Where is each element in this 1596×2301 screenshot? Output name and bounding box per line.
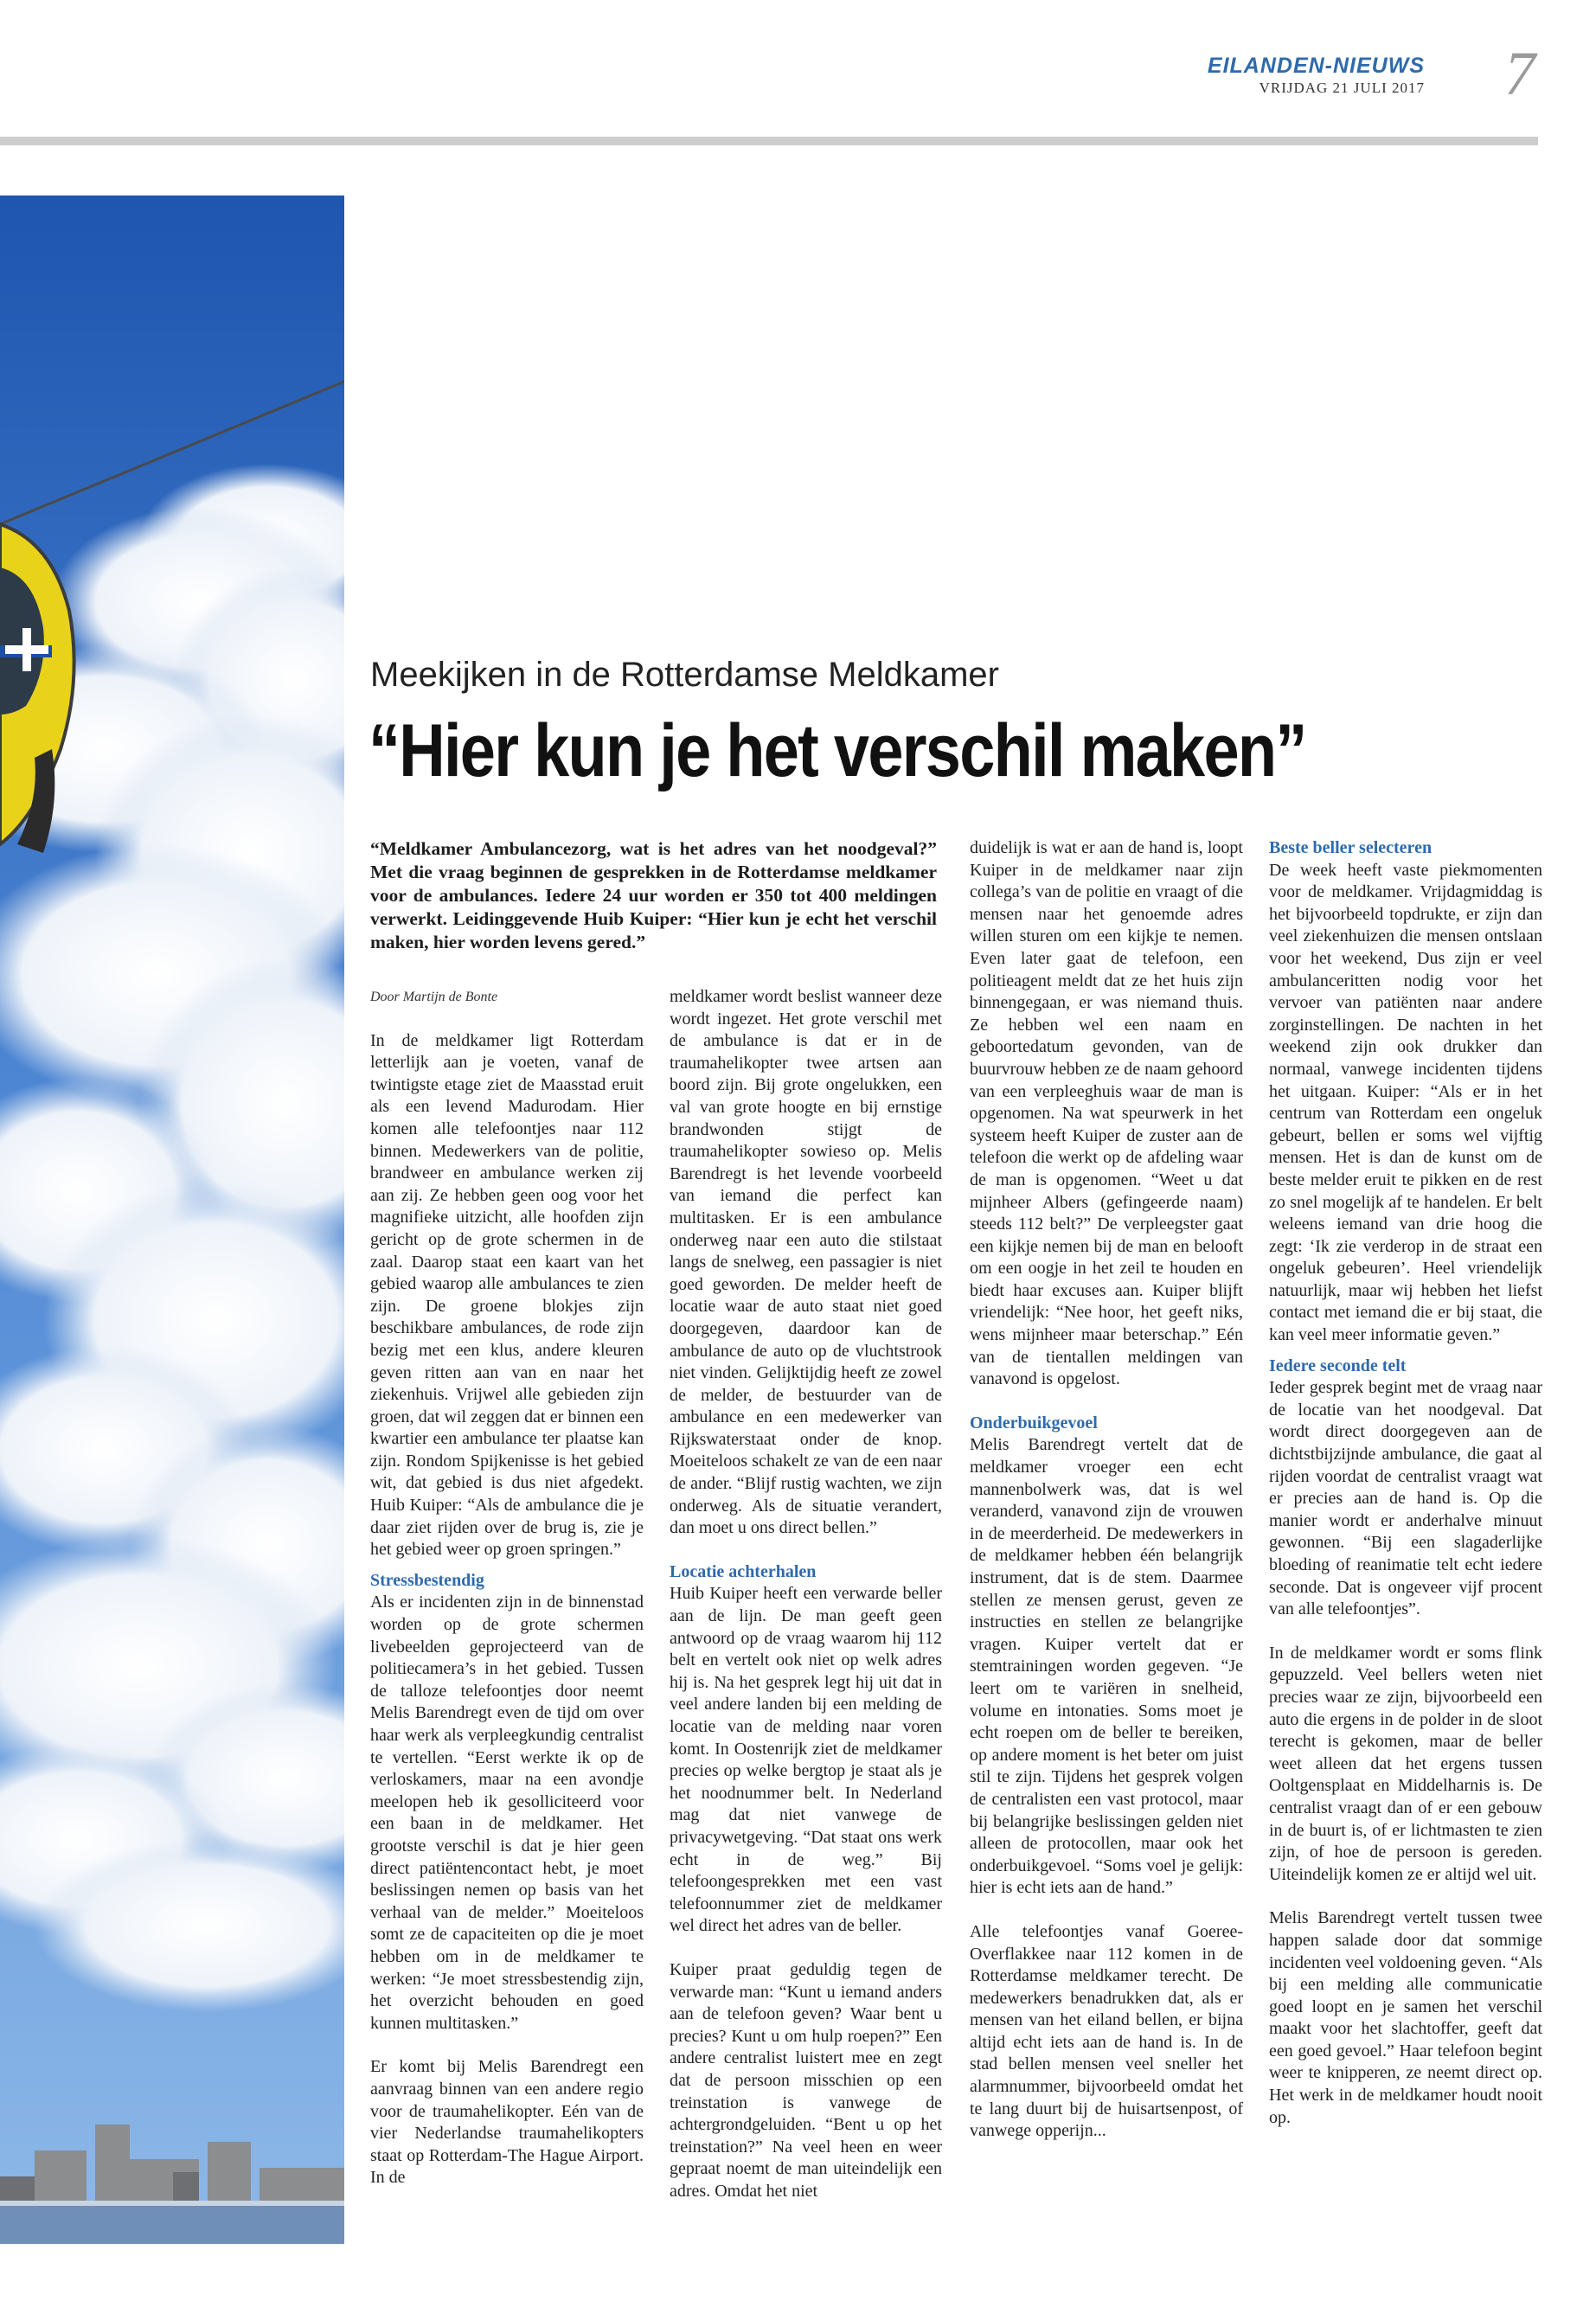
masthead [1208, 54, 1425, 99]
paragraph: In de meldkamer ligt Rotterdam letterlijk aan je voeten, vanaf de twintigste etage ziet de Maasstad eruit als een levend Madurodam. Hier komen alle telefoontjes naar 112 binnen. Medewerkers van de politie, brandweer en ambulance werken zij aan zij. Ze hebben geen oog voor het magnifieke uitzicht, alle hoofden zijn gericht op de grote schermen in de zaal. Daarop staat een kaart van het gebied waarop alle ambulances te zien zijn. De groene blokjes zijn beschikbare ambulances, de rode zijn bezig met een klus, andere kleuren geven ritten aan van en naar het ziekenhuis. Vrijwel alle gebieden zijn groen, dat wil zeggen dat er binnen een kwartier een ambulance ter plaatse kan zijn. Rondom Spijkenisse is het gebied wit, dat gebied is dus niet afgedekt. Huib Kuiper: “Als de ambulance die je daar ziet rijden over de brug is, zie je het gebied weer op groen springen.” [370, 1030, 644, 1560]
newspaper-brand: EILANDEN-NIEUWS [1207, 54, 1425, 78]
subheading: Onderbuikgevoel [970, 1413, 1098, 1433]
subheading: Stressbestendig [370, 1570, 484, 1590]
article-column-3 [970, 837, 1243, 2143]
header-divider [0, 137, 1538, 145]
subheading: Beste beller selecteren [1269, 838, 1433, 857]
issue-date: VRIJDAG 21 JULI 2017 [1259, 80, 1425, 96]
paragraph: Melis Barendregt vertelt tussen twee happen salade door dat sommige incidenten veel voldoening geven. “Als bij een melding alle communicatie goed loopt en je samen het verschil maakt voor het slachtoffer, geeft dat een goed gevoel.” Haar telefoon begint weer te knipperen, ze neemt direct op. Het werk in de meldkamer houdt nooit op. [1269, 1908, 1543, 2127]
paragraph: Alle telefoontjes vanaf Goeree-Overflakkee naar 112 komen in de Rotterdamse meldkamer terecht. De medewerkers benadrukken dat, als er mensen van het eiland bellen, er bijna altijd echt iets aan de hand is. In de stad bellen mensen veel sneller het alarmnummer, bijvoorbeeld omdat het te lang duurt bij de huisartsenpost, of vanwege opperijn... [970, 1921, 1243, 2141]
paragraph: Huib Kuiper heeft een verwarde beller aan de lijn. De man geeft geen antwoord op de vraag waarom hij 112 belt en vertelt ook niet op welk adres hij is. Na het gesprek legt hij uit dat in veel andere landen bij een melding de locatie van de melding naar voren komt. In Oostenrijk ziet de meldkamer precies op welke bergtop je staat als je het noodnummer belt. In Nederland mag dat niet vanwege de privacywetgeving. “Dat staat ons werk echt in de weg.” Bij telefoongesprekken met een vast telefoonnummer ziet de meldkamer wel direct het adres van de beller. [670, 1584, 942, 1936]
paragraph: Kuiper praat geduldig tegen de verwarde man: “Kunt u iemand anders aan de telefoon geven? Waar bent u precies? Kunt u om hulp roepen?” Een andere centralist luistert mee en zegt dat de persoon misschien op een treinstation is vanwege de achtergrondgeluiden. “Bent u op het treinstation?” Na veel heen en weer gepraat noemt de man uiteindelijk een adres. Omdat het niet [670, 1959, 942, 2201]
article-column-4 [1269, 837, 1542, 2129]
ambulance-helicopter-photo [0, 195, 344, 2244]
article-byline: Door Martijn de Bonte [370, 990, 498, 1004]
paragraph: De week heeft vaste piekmomenten voor de meldkamer. Vrijdagmiddag is het bijvoorbeeld topdrukte, er zijn dan veel ziekenhuizen die mensen ontslaan voor het weekend, Dus zijn er veel ambulanceritten nodig voor het vervoer van patiënten naar andere zorginstellingen. De nachten in het weekend zijn ook drukker dan normaal, vanwege incidenten tijdens het uitgaan. Kuiper: “Als er in het centrum van Rotterdam een ongeluk gebeurt, bellen er soms wel vijftig mensen. Het is dan de kunst om de beste melder eruit te pikken en de rest zo snel mogelijk af te handelen. Er belt weleens iemand van drie hoog die zegt: ‘Ik zie verderop in de straat een ongeluk gebeuren’. Heel vriendelijk natuurlijk, maar wij hebben het liefst contact met iemand die er bij staat, die kan veel meer informatie geven.” [1269, 860, 1542, 1345]
article-column-2 [670, 986, 942, 2202]
article-lead: “Meldkamer Ambulancezorg, wat is het adres van het noodgeval?” Met die vraag beginnen de gesprekken in de Rotterdamse meldkamer voor de ambulances. Iedere 24 uur worden er 350 tot 400 meldingen verwerkt. Leidinggevende Huib Kuiper: “Hier kun je echt het verschil maken, hier worden levens gered.” [370, 838, 937, 952]
article-headline: “Hier kun je het verschil maken” [369, 709, 1306, 792]
paragraph: meldkamer wordt beslist wanneer deze wordt ingezet. Het grote verschil met de ambulance is dat er in de traumahelikopter twee artsen aan boord zijn. Bij grote ongelukken, een val van grote hoogte en bij ernstige brandwonden stijgt de traumahelikopter sowieso op. Melis Barendregt is het levende voorbeeld van iemand die perfect kan multitasken. Er is een ambulance onderweg naar een auto die stilstaat langs de snelweg, een passagier is niet goed geworden. De melder heeft de locatie waar de auto staat niet goed doorgegeven, daardoor kan de ambulance de auto op de vluchtstrook niet vinden. Gelijktijdig heeft ze zowel de melder, de bestuurder van de ambulance en een medewerker van Rijkswaterstaat onder de knop. Moeiteloos schakelt ze van de een naar de ander. “Blijf rustig wachten, we zijn onderweg. Als de situatie verandert, dan moet u ons direct bellen.” [670, 987, 942, 1538]
paragraph: Als er incidenten zijn in de binnenstad worden op de grote schermen livebeelden geprojecteerd van de politiecamera’s in het gebied. Tussen de talloze telefoontjes door neemt Melis Barendregt even de tijd om over haar werk als verpleegkundig centralist te vertellen. “Eerst werkte ik op de verloskamers, maar na een avondje meelopen heb ik gesolliciteerd voor een baan in de meldkamer. Het grootste verschil is dat je hier geen direct patiëntencontact hebt, je moet beslissingen nemen op basis van het verhaal van de melder.” Moeiteloos somt ze de capaciteiten op die je moet hebben om in de meldkamer te werken: “Je moet stressbestendig zijn, het overzicht behouden en goed kunnen multitasken.” [370, 1593, 644, 2033]
subheading: Locatie achterhalen [670, 1561, 817, 1581]
paragraph: Er komt bij Melis Barendregt een aanvraag binnen van een andere regio voor de traumahelikopter. Eén van de vier Nederlandse traumahelikopters staat op Rotterdam-The Hague Airport. In de [370, 2057, 644, 2188]
paragraph: Ieder gesprek begint met de vraag naar de locatie van het noodgeval. Dat wordt direct doorgegeven aan de dichtstbijzijnde ambulance, die gaat al rijden voordat de centralist vraagt wat er precies aan de hand is. Op die manier wordt er anderhalve minuut gewonnen. “Bij een slagaderlijke bloeding of reanimatie telt echt iedere seconde. Dat is ongeveer vijf procent van alle telefoontjes”. [1269, 1378, 1542, 1619]
paragraph: Melis Barendregt vertelt dat de meldkamer vroeger een echt mannenbolwerk was, dat is wel veranderd, vanavond zijn de vrouwen in de meerderheid. De medewerkers in de meldkamer hebben één belangrijk instrument, dat is de stem. Daarmee stellen ze mensen gerust, geven ze instructies en stellen ze belangrijke vragen. Kuiper vertelt dat er stemtrainingen worden gegeven. “Je leert om te variëren in snelheid, volume en intonaties. Soms moet je echt roepen om de beller te bereiken, op andere moment is het beter om juist stil te zijn. Tijdens het gesprek volgen de centralisten een vast protocol, maar bij belangrijke beslissingen gelden niet alleen de protocollen, maar ook het onderbuikgevoel. “Soms voel je gelijk: hier is echt iets aan de hand.” [970, 1435, 1243, 1898]
paragraph: In de meldkamer wordt er soms flink gepuzzeld. Veel bellers weten niet precies waar ze zijn, bijvoorbeeld een auto die ergens in de polder in de sloot terecht is gekomen, maar de beller weet alleen dat het ergens tussen Ooltgensplaat en Middelharnis is. De centralist vraagt dan of er een gebouw in de buurt is, of er lichtmasten te zien zijn, of hoe de persoon is gereden. Uiteindelijk komen ze er altijd wel uit. [1269, 1643, 1542, 1884]
paragraph: duidelijk is wat er aan de hand is, loopt Kuiper in de meldkamer naar zijn collega’s van de politie en vraagt of die mensen naar het genoemde adres willen sturen om een kijkje te nemen. Even later gaat de telefoon, een politieagent meldt dat ze het huis zijn binnengegaan, er was niemand thuis. Ze hebben wel een naam en geboortedatum gevonden, van de buurvrouw hebben ze de naam gehoord van een verpleeghuis waar de man is opgenomen. Na wat speurwerk in het systeem heeft Kuiper de zuster aan de telefoon die werkt op de afdeling waar de man is opgenomen. “Weet u dat mijnheer Albers (gefingeerde naam) steeds 112 belt?” De verpleegster gaat een kijkje nemen bij de man en belooft om een oogje in het zeil te houden en biedt haar excuses aan. Kuiper blijft vriendelijk: “Nee hoor, het geeft niks, wens mijnheer maar beterschap.” Eén van de tientallen meldingen van vanavond is opgelost. [970, 838, 1243, 1389]
article-kicker: Meekijken in de Rotterdamse Meldkamer [370, 656, 999, 694]
article-column-1 [370, 986, 644, 2189]
page-number: 7 [1504, 39, 1535, 108]
subheading: Iedere seconde telt [1269, 1356, 1407, 1375]
